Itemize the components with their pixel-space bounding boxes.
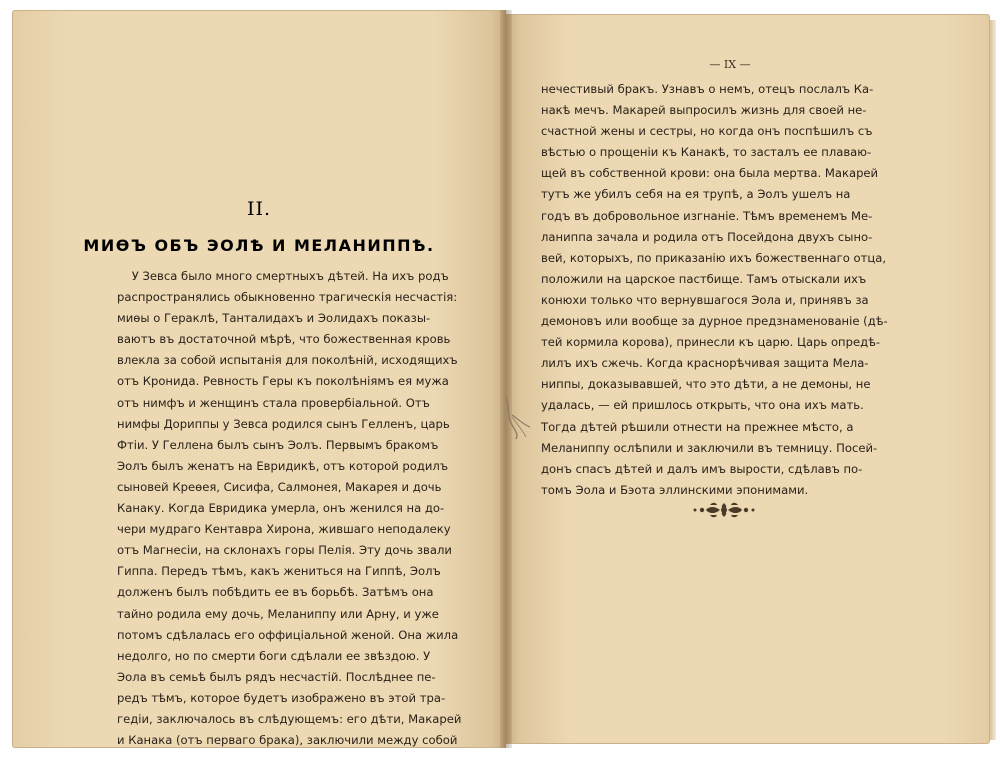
text-line: и Канака (отъ перваго брака), заключили между собой (117, 733, 458, 748)
text-line: долженъ былъ побѣдить ее въ борьбѣ. Затѣмъ она (117, 585, 434, 600)
text-line: ниппы, доказывавшей, что это дѣти, а не демоны, не (541, 377, 871, 392)
text-line: Тогда дѣтей рѣшили отнести на прежнее мѣсто, а (541, 419, 854, 434)
text-line: тайно родила ему дочь, Меланиппу или Арну, и уже (117, 606, 439, 621)
text-line: У Зевса было много смертныхъ дѣтей. На ихъ родъ (117, 269, 449, 283)
text-line: донъ спасъ дѣтей и далъ имъ вырости, сдѣлавъ по- (541, 461, 863, 476)
floral-ornament-icon (690, 499, 758, 521)
text-line: Эолъ былъ женатъ на Евридикѣ, отъ которой родилъ (117, 458, 449, 473)
text-line: влекла за собой испытанія для поколѣній, исходящихъ (117, 353, 458, 368)
text-line: вей, которыхъ, по приказанію ихъ божественнаго отца, (541, 250, 887, 265)
text-line: распространялись обыкновенно трагическія несчастія: (117, 290, 458, 305)
text-line: вѣстью о прощеніи къ Канакѣ, то засталъ ее плаваю- (541, 145, 872, 160)
text-line: гедіи, заключалось въ слѣдующемъ: его дѣти, Макарей (117, 711, 462, 726)
binding-thread-icon (504, 395, 534, 440)
text-line: годъ въ добровольное изгнаніе. Тѣмъ временемъ Ме- (541, 208, 873, 223)
text-line: Гиппа. Передъ тѣмъ, какъ жениться на Гиппѣ, Эолъ (117, 564, 441, 579)
text-line: конюхи только что вернувшагося Эола и, принявъ за (541, 292, 869, 307)
text-line: отъ нимфъ и женщинъ стала провербіальной. Отъ (117, 395, 430, 410)
text-line: Меланиппу ослѣпили и заключили въ темницу. Посей- (541, 440, 878, 455)
text-line: отъ Кронида. Ревность Геры къ поколѣніямъ ея мужа (117, 374, 449, 389)
text-line: накѣ мечъ. Макарей выпросилъ жизнь для своей не- (541, 103, 867, 118)
text-line: недолго, но по смерти боги сдѣлали ее звѣздою. У (117, 648, 431, 663)
text-line: редъ тѣмъ, которое будетъ изображено въ этой тра- (117, 690, 446, 705)
text-line: демоновъ или вообще за дурное предзнаменованіе (дѣ- (541, 314, 888, 329)
text-line: положили на царское пастбище. Тамъ отыскали ихъ (541, 271, 867, 286)
page-number: — IX — (709, 58, 751, 71)
text-line: нечестивый бракъ. Узнавъ о немъ, отецъ послалъ Ка- (541, 82, 874, 96)
text-line: счастной жены и сестры, но когда онъ поспѣшилъ съ (541, 124, 873, 139)
text-line: ланиппа зачала и родила отъ Посейдона двухъ сыно- (541, 229, 873, 244)
left-page-text (117, 266, 461, 751)
text-line: чери мудраго Кентавра Хирона, жившаго неподалеку (117, 522, 451, 537)
text-line: щей въ собственной крови: она была мертва. Макарей (541, 166, 879, 181)
text-line: Фтіи. У Геллена былъ сынъ Эолъ. Первымъ бракомъ (117, 437, 439, 452)
text-line: сыновей Креѳея, Сисифа, Салмонея, Макарея и дочь (117, 479, 442, 494)
text-line: тутъ же убилъ себя на ея трупѣ, а Эолъ ушелъ на (541, 187, 851, 202)
text-line: удалась, — ей пришлось открыть, что она ихъ мать. (541, 398, 864, 413)
text-line: миѳы о Гераклѣ, Танталидахъ и Эолидахъ показы- (117, 311, 431, 326)
text-line: ваютъ въ достаточной мѣрѣ, что божественная кровь (117, 332, 451, 347)
chapter-number: II. (246, 198, 272, 220)
text-line: Канаку. Когда Евридика умерла, онъ женился на до- (117, 501, 445, 516)
chapter-title: МИѲЪ ОБЪ ЭОЛѢ И МЕЛАНИППѢ. (83, 236, 435, 255)
text-line: Эола въ семьѣ былъ рядъ несчастій. Послѣднее пе- (117, 669, 436, 684)
text-line: нимфы Дориппы у Зевса родился сынъ Гелленъ, царь (117, 416, 450, 431)
text-line: томъ Эола и Бэота эллинскими эпонимами. (541, 482, 809, 497)
right-page-text (541, 79, 888, 501)
text-line: потомъ сдѣлалась его оффиціальной женой. Она жила (117, 627, 459, 642)
page-stack-edge (990, 20, 996, 740)
text-line: тей кормила корова), принесли къ царю. Царь опредѣ- (541, 335, 881, 350)
text-line: лилъ ихъ сжечь. Когда краснорѣчивая защита Мела- (541, 356, 869, 371)
book-gutter (500, 10, 512, 748)
text-line: отъ Магнесіи, на склонахъ горы Пелія. Эту дочь звали (117, 543, 452, 558)
